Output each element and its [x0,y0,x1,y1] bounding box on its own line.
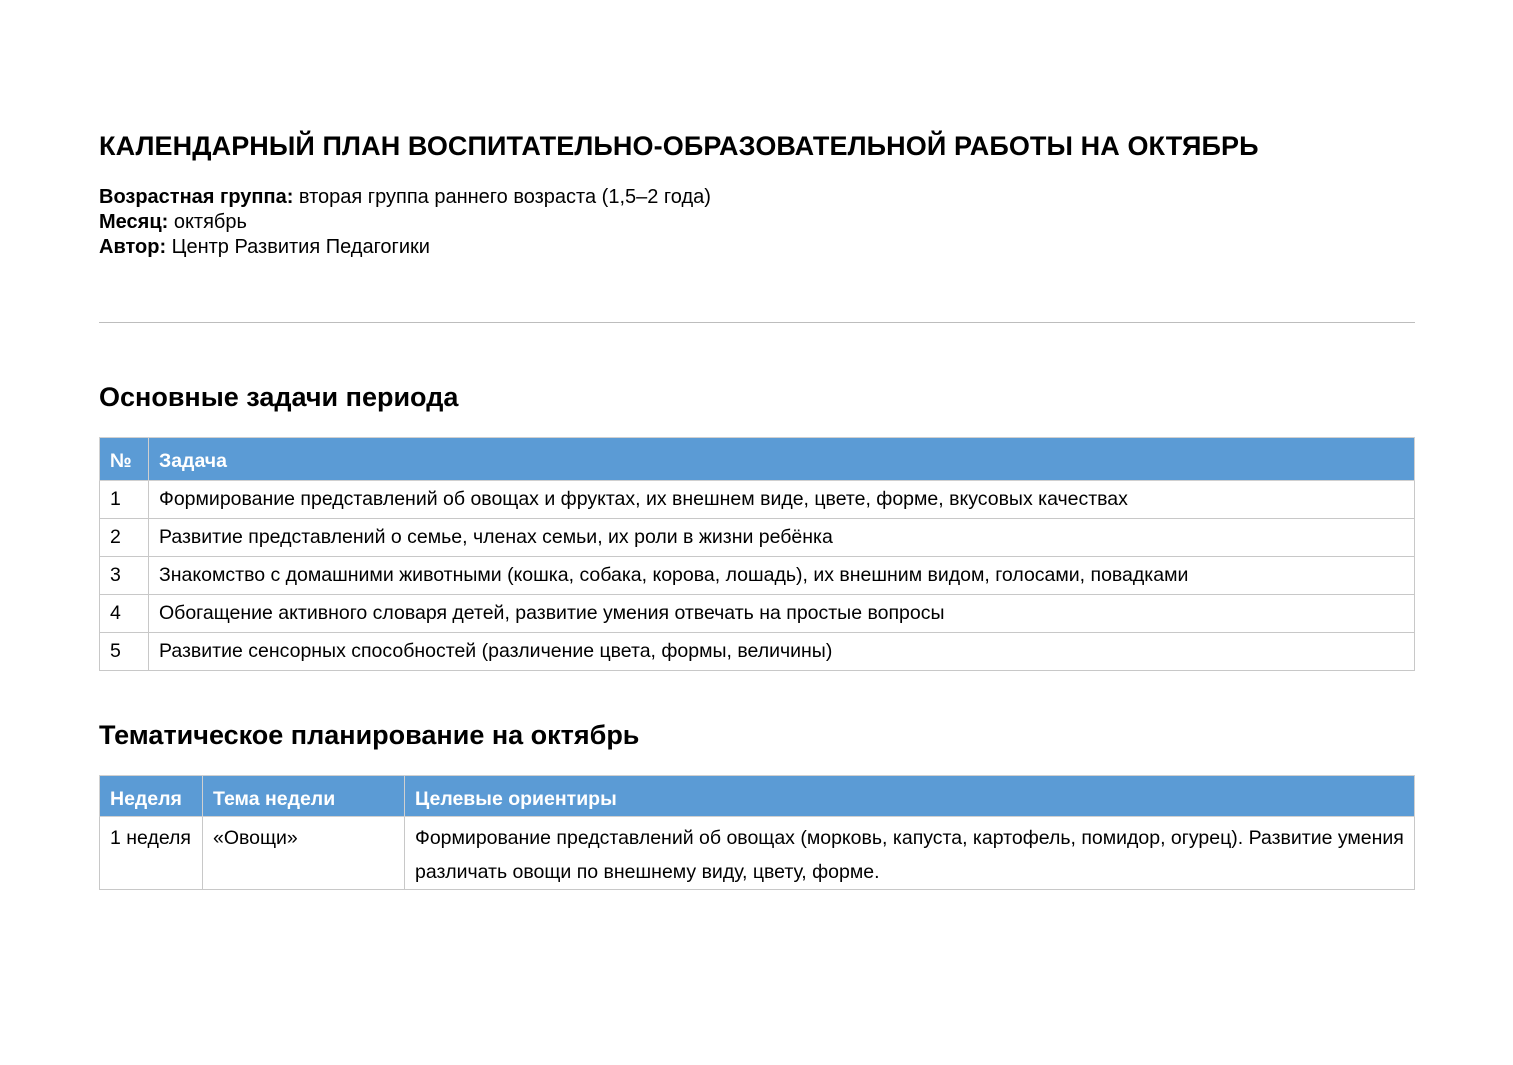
tasks-table [99,437,1415,671]
document-title: КАЛЕНДАРНЫЙ ПЛАН ВОСПИТАТЕЛЬНО-ОБРАЗОВАТЕЛЬНОЙ РАБОТЫ НА ОКТЯБРЬ [99,131,1259,161]
meta-author-key: Автор: [99,236,167,258]
task-text: Знакомство с домашними животными (кошка, собака, корова, лошадь), их внешним видом, голосами, повадками [149,557,1415,595]
table-row [100,481,1415,519]
meta-month-value: октябрь [168,211,247,233]
plan-header-goals: Целевые ориентиры [405,776,1415,817]
table-row [100,817,1415,890]
plan-week: 1 неделя [100,817,203,890]
task-num: 3 [100,557,149,595]
plan-header-week: Неделя [100,776,203,817]
table-row [100,595,1415,633]
tasks-header-num: № [100,438,149,481]
tasks-header-row [100,438,1415,481]
plan-theme: «Овощи» [203,817,405,890]
task-num: 5 [100,633,149,671]
document-meta [99,185,711,260]
horizontal-divider [99,322,1415,323]
task-num: 2 [100,519,149,557]
meta-age-group-key: Возрастная группа: [99,186,294,208]
task-text: Обогащение активного словаря детей, развитие умения отвечать на простые вопросы [149,595,1415,633]
table-row [100,519,1415,557]
meta-author-value: Центр Развития Педагогики [166,236,430,258]
task-text: Развитие сенсорных способностей (различение цвета, формы, величины) [149,633,1415,671]
tasks-header-task: Задача [149,438,1415,481]
plan-header-row [100,776,1415,817]
meta-month-key: Месяц: [99,211,169,233]
plan-goals: Формирование представлений об овощах (морковь, капуста, картофель, помидор, огурец). Развитие умения различать овощи по внешнему виду, цвету, форме. [405,817,1415,890]
meta-age-group-value: вторая группа раннего возраста (1,5–2 года) [293,186,711,208]
task-num: 4 [100,595,149,633]
task-text: Развитие представлений о семье, членах семьи, их роли в жизни ребёнка [149,519,1415,557]
table-row [100,633,1415,671]
plan-table [99,775,1415,890]
task-text: Формирование представлений об овощах и фруктах, их внешнем виде, цвете, форме, вкусовых качествах [149,481,1415,519]
table-row [100,557,1415,595]
meta-author [99,235,711,260]
meta-month [99,210,711,235]
plan-header-theme: Тема недели [203,776,405,817]
tasks-section-title: Основные задачи периода [99,382,459,412]
plan-section-title: Тематическое планирование на октябрь [99,720,640,750]
meta-age-group [99,185,711,210]
task-num: 1 [100,481,149,519]
